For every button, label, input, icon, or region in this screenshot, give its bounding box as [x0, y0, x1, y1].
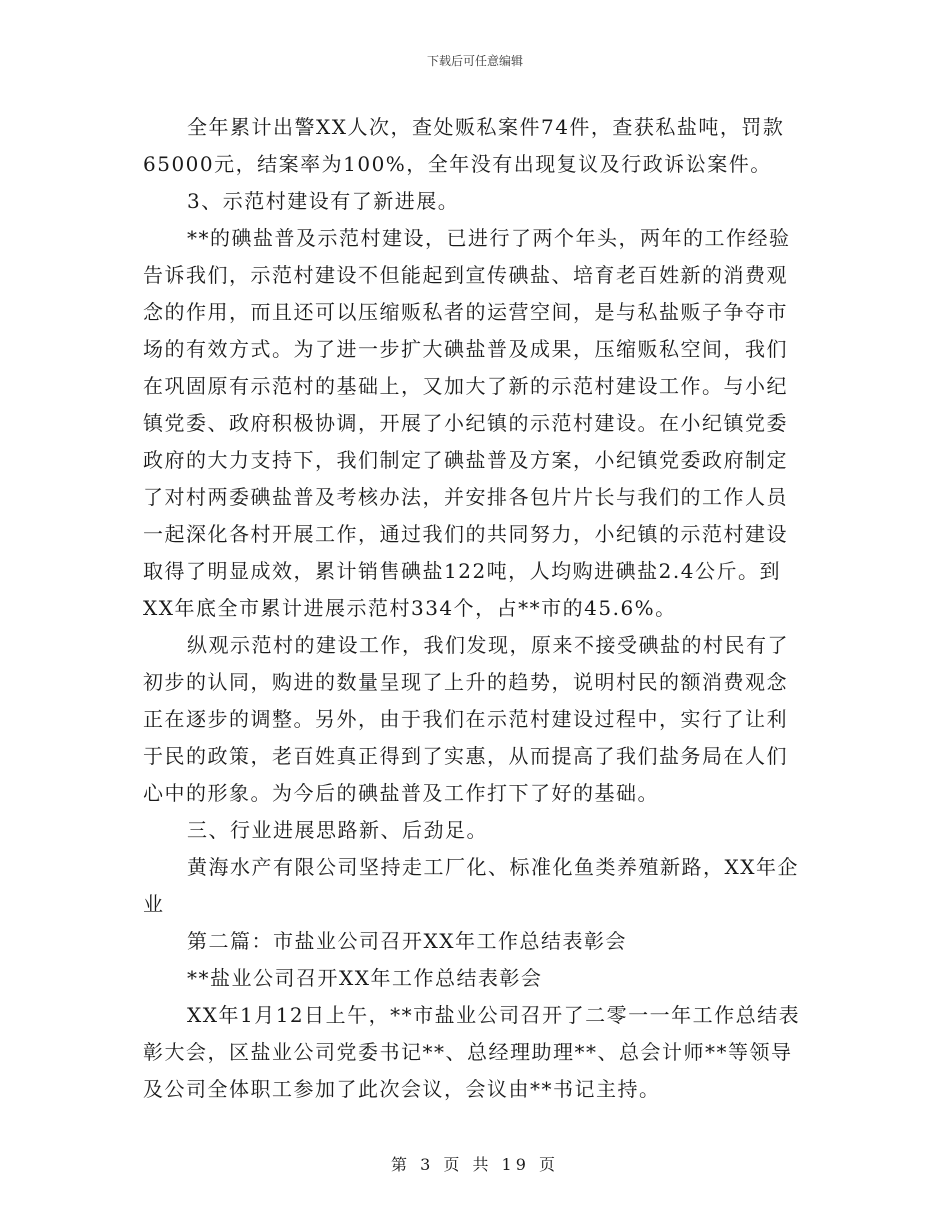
text-line: 了对村两委碘盐普及考核办法，并安排各包片片长与我们的工作人员 — [143, 485, 788, 509]
text-line: 告诉我们，示范村建设不但能起到宣传碘盐、培育老百姓新的消费观 — [143, 263, 788, 287]
text-line: XX年1月12日上午，**市盐业公司召开了二零一一年工作总结表 — [187, 1003, 801, 1027]
text-line: 彰大会，区盐业公司党委书记**、总经理助理**、总会计师**等领导 — [143, 1040, 793, 1064]
text-line: 取得了明显成效，累计销售碘盐122吨，人均购进碘盐2.4公斤。到 — [143, 559, 781, 583]
text-line: 在巩固原有示范村的基础上，又加大了新的示范村建设工作。与小纪 — [143, 374, 788, 398]
text-line: 场的有效方式。为了进一步扩大碘盐普及成果，压缩贩私空间，我们 — [143, 337, 788, 361]
text-line: 黄海水产有限公司坚持走工厂化、标准化鱼类养殖新路，XX年企 — [187, 855, 799, 879]
text-line: 3、示范村建设有了新进展。 — [187, 189, 460, 213]
document-body — [143, 109, 813, 1108]
text-line: 及公司全体职工参加了此次会议，会议由**书记主持。 — [143, 1077, 661, 1101]
text-line: 业 — [143, 892, 165, 916]
text-line: 第二篇：市盐业公司召开XX年工作总结表彰会 — [187, 929, 627, 953]
page-header: 下载后可任意编辑 — [426, 54, 523, 68]
text-line: 镇党委、政府积极协调，开展了小纪镇的示范村建设。在小纪镇党委 — [143, 411, 788, 435]
text-line: 一起深化各村开展工作，通过我们的共同努力，小纪镇的示范村建设 — [143, 522, 788, 546]
page-number-footer: 第 3 页 共 19 页 — [391, 1155, 559, 1174]
text-line: 三、行业进展思路新、后劲足。 — [187, 818, 488, 842]
text-line: 心中的形象。为今后的碘盐普及工作打下了好的基础。 — [143, 781, 659, 805]
text-line: 正在逐步的调整。另外，由于我们在示范村建设过程中，实行了让利 — [143, 707, 788, 731]
text-line: 于民的政策，老百姓真正得到了实惠，从而提高了我们盐务局在人们 — [143, 744, 788, 768]
text-line: 念的作用，而且还可以压缩贩私者的运营空间，是与私盐贩子争夺市 — [143, 300, 788, 324]
text-line: **盐业公司召开XX年工作总结表彰会 — [187, 966, 543, 990]
text-line: 政府的大力支持下，我们制定了碘盐普及方案，小纪镇党委政府制定 — [143, 448, 788, 472]
text-line: XX年底全市累计进展示范村334个，占**市的45.6%。 — [143, 596, 677, 620]
text-line: 初步的认同，购进的数量呈现了上升的趋势，说明村民的额消费观念 — [143, 670, 788, 694]
text-line: **的碘盐普及示范村建设，已进行了两个年头，两年的工作经验 — [187, 226, 791, 250]
text-line: 纵观示范村的建设工作，我们发现，原来不接受碘盐的村民有了 — [187, 633, 789, 657]
text-line: 65000元，结案率为100%，全年没有出现复议及行政诉讼案件。 — [143, 152, 772, 176]
text-line: 全年累计出警XX人次，查处贩私案件74件，查获私盐吨，罚款 — [187, 115, 785, 139]
